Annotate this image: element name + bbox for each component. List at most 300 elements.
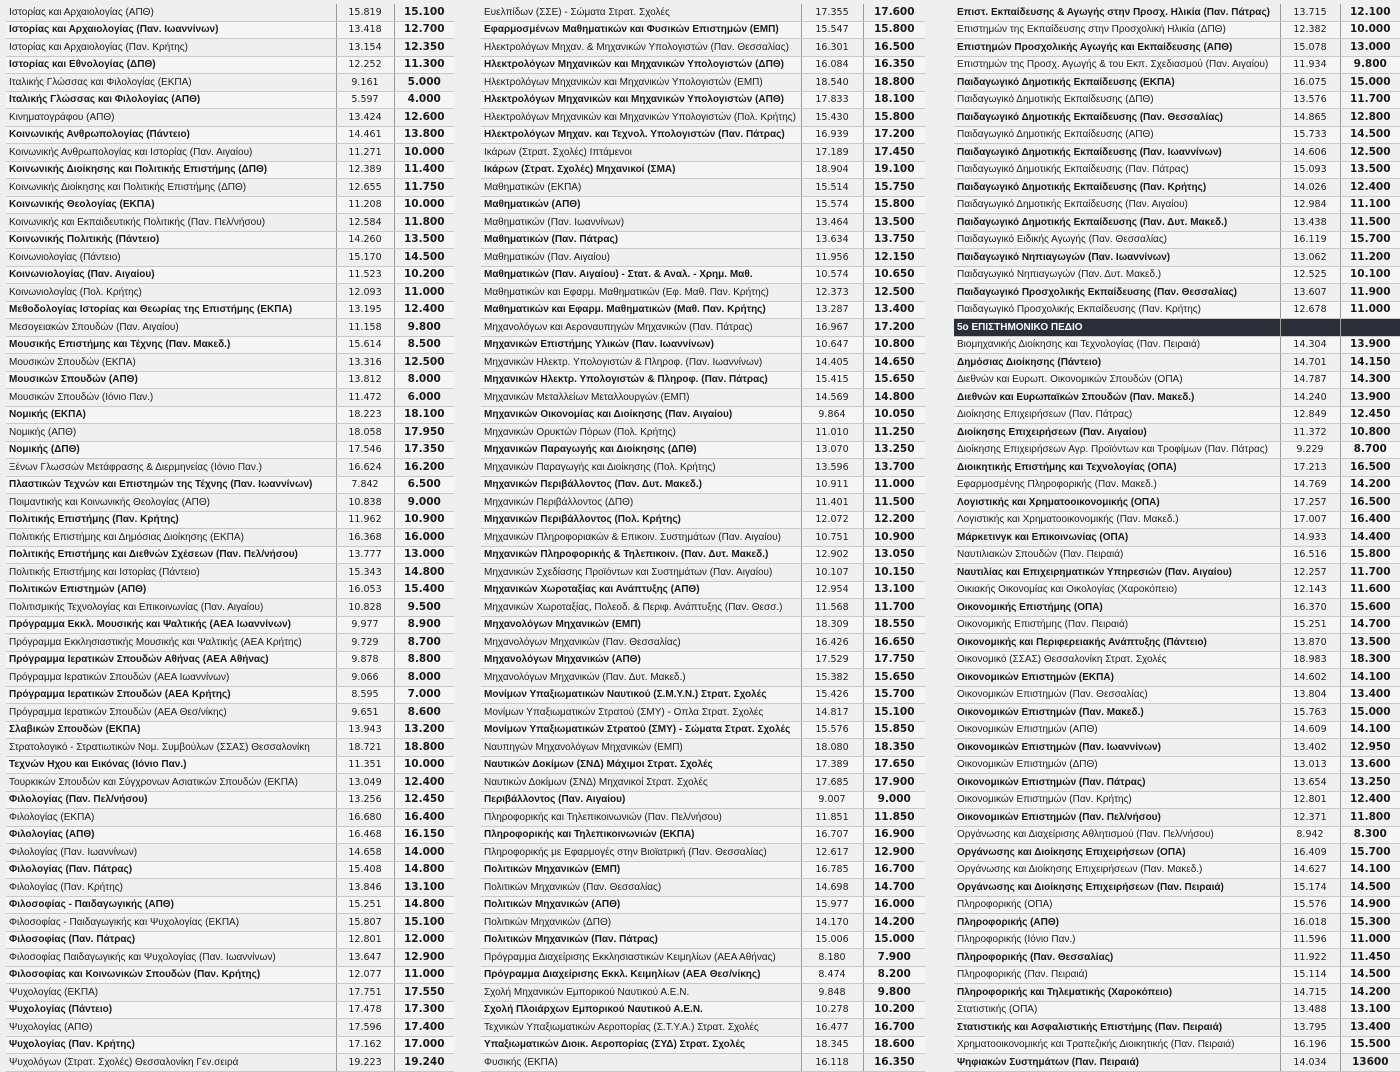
department-name: Στατιστικής και Ασφαλιστικής Επιστήμης (Παν. Πειραιά) [954,1019,1280,1037]
score-2023: 11.596 [1280,931,1340,949]
score-2023: 15.763 [1280,704,1340,722]
score-2023: 16.477 [801,1019,863,1037]
score-2024: 10.000 [394,196,454,214]
table-row [6,476,454,494]
table-row [954,861,1400,879]
score-2023: 15.006 [801,931,863,949]
score-2023: 13.438 [1280,214,1340,232]
table-row [481,4,925,21]
table-row [6,441,454,459]
score-2023: 13.596 [801,459,863,477]
score-2024: 10.000 [394,144,454,162]
score-2023: 17.007 [1280,511,1340,529]
table-row [6,529,454,547]
score-2023: 16.680 [336,809,394,827]
department-name: Μαθηματικών (Παν. Αιγαίου) [481,249,801,267]
table-row [481,686,925,704]
score-2024: 11.100 [1340,196,1400,214]
score-2023: 13.870 [1280,634,1340,652]
table-row [954,249,1400,267]
score-2024: 10.800 [1340,424,1400,442]
table-row [481,214,925,232]
department-name: Κοινωνιολογίας (Παν. Αιγαίου) [6,266,336,284]
table-row [6,634,454,652]
score-2023: 17.162 [336,1036,394,1054]
score-2023: 13.418 [336,21,394,39]
score-2023: 10.751 [801,529,863,547]
score-2024: 14.150 [1340,354,1400,372]
department-name: Πληροφορικής και Τηλεπικοινωνιών (Παν. Πελ/νήσου) [481,809,801,827]
score-2023: 14.769 [1280,476,1340,494]
department-name: Μουσικών Σπουδών (ΕΚΠΑ) [6,354,336,372]
table-row [6,914,454,932]
score-2024: 13.100 [1340,1001,1400,1019]
score-2024: 15.500 [1340,1036,1400,1054]
score-2024: 18.800 [863,74,925,92]
table-row [6,459,454,477]
department-name: Ιστορίας και Αρχαιολογίας (Παν. Κρήτης) [6,39,336,57]
score-2023: 12.954 [801,581,863,599]
score-2023: 16.624 [336,459,394,477]
score-2024: 15.650 [863,371,925,389]
score-2023: 12.252 [336,56,394,74]
score-2023: 9.651 [336,704,394,722]
department-name: Ευελπίδων (ΣΣΕ) - Σώματα Στρατ. Σχολές [481,4,801,21]
table-row [481,634,925,652]
table-row [954,704,1400,722]
table-row [481,704,925,722]
department-name: Πληροφορικής (Παν. Πειραιά) [954,966,1280,984]
department-name: Μηχανικών Χωροταξίας και Ανάπτυξης (ΑΠΘ) [481,581,801,599]
table-row [481,1019,925,1037]
department-name: Μηχανικών Μεταλλείων Μεταλλουργών (ΕΜΠ) [481,389,801,407]
department-name: Κοινωνικής Διοίκησης και Πολιτικής Επιστήμης (ΔΠΘ) [6,161,336,179]
table-row [6,546,454,564]
score-2024: 13.250 [1340,774,1400,792]
table-row [954,1036,1400,1054]
table-row [6,319,454,337]
department-name: Παιδαγωγικό Δημοτικής Εκπαίδευσης (ΔΠΘ) [954,91,1280,109]
department-name: Φιλοσοφίας Παιδαγωγικής και Ψυχολογίας (Παν. Ιωαννίνων) [6,949,336,967]
department-name: Μαθηματικών (Παν. Πάτρας) [481,231,801,249]
table-row [6,739,454,757]
department-name: Μάρκετινγκ και Επικοινωνίας (ΟΠΑ) [954,529,1280,547]
score-2024: 8.000 [394,669,454,687]
table-row [6,91,454,109]
score-2024: 17.200 [863,126,925,144]
score-2024: 11.500 [863,494,925,512]
score-2023: 18.080 [801,739,863,757]
score-2024: 12.400 [1340,791,1400,809]
table-row [6,721,454,739]
department-name: Πολιτικών Μηχανικών (ΑΠΘ) [481,896,801,914]
score-2024: 16.000 [863,896,925,914]
score-2024: 15.100 [394,914,454,932]
department-name: Πληροφορικής και Τηλεματικής (Χαροκόπειο) [954,984,1280,1002]
score-2023: 16.118 [801,1054,863,1072]
score-2024: 10.000 [1340,21,1400,39]
department-name: Ηλεκτρολόγων Μηχανικών και Μηχανικών Υπολογιστών (ΑΠΘ) [481,91,801,109]
department-name: Πρόγραμμα Ιερατικών Σπουδών Αθήνας (ΑΕΑ Αθήνας) [6,651,336,669]
score-2024: 8.600 [394,704,454,722]
department-name: Οικονομικών Επιστημών (ΑΠΘ) [954,721,1280,739]
score-2024: 11.800 [1340,809,1400,827]
score-2024: 10.050 [863,406,925,424]
table-row [481,494,925,512]
score-2023: 12.143 [1280,581,1340,599]
table-row [6,669,454,687]
score-2024: 7.000 [394,686,454,704]
score-2024: 11.000 [1340,931,1400,949]
score-2023: 9.878 [336,651,394,669]
table-row [954,896,1400,914]
score-2024: 17.400 [394,1019,454,1037]
department-name: Παιδαγωγικό Ειδικής Αγωγής (Παν. Θεσσαλίας) [954,231,1280,249]
department-name: Νομικής (ΔΠΘ) [6,441,336,459]
score-2024: 9.800 [1340,56,1400,74]
table-row [481,756,925,774]
score-2023: 16.084 [801,56,863,74]
table-row [481,109,925,127]
score-2024: 6.000 [394,389,454,407]
score-2024: 11.700 [863,599,925,617]
score-2024: 12.900 [394,949,454,967]
score-2024: 13.500 [863,214,925,232]
department-name: Ιταλικής Γλώσσας και Φιλολογίας (ΕΚΠΑ) [6,74,336,92]
department-name: Τεχνών Ηχου και Εικόνας (Ιόνιο Παν.) [6,756,336,774]
department-name: Πληροφορικής (ΟΠΑ) [954,896,1280,914]
score-2024: 17.550 [394,984,454,1002]
score-2023: 17.833 [801,91,863,109]
score-2023: 13.576 [1280,91,1340,109]
department-name: Φιλολογίας (ΕΚΠΑ) [6,809,336,827]
score-2023: 16.368 [336,529,394,547]
score-2024: 4.000 [394,91,454,109]
score-2023: 15.251 [336,896,394,914]
score-2024: 13.200 [394,721,454,739]
score-2024: 9.000 [394,494,454,512]
table-row [481,249,925,267]
score-2023: 11.956 [801,249,863,267]
department-name: Μηχανικών Πληροφορικής & Τηλεπικοιν. (Παν. Δυτ. Μακεδ.) [481,546,801,564]
score-2023: 14.569 [801,389,863,407]
score-2024: 16.700 [863,1019,925,1037]
score-2023: 14.609 [1280,721,1340,739]
table-row [481,809,925,827]
score-2023: 16.516 [1280,546,1340,564]
score-2024: 8.700 [1340,441,1400,459]
score-2023: 9.864 [801,406,863,424]
department-name: Μηχανολόγων Μηχανικών (Παν. Θεσσαλίας) [481,634,801,652]
score-2023: 12.382 [1280,21,1340,39]
table-row [954,511,1400,529]
score-2023: 13.195 [336,301,394,319]
score-2024: 13.400 [1340,1019,1400,1037]
department-name: Μηχανικών Σχεδίασης Προϊόντων και Συστημάτων (Παν. Αιγαίου) [481,564,801,582]
department-name: Πρόγραμμα Διαχείρισης Εκκλησιαστικών Κειμηλίων (ΑΕΑ Αθήνας) [481,949,801,967]
score-2024: 10.900 [863,529,925,547]
score-2024: 11.450 [1340,949,1400,967]
table-row [6,1019,454,1037]
score-2024: 15.000 [863,931,925,949]
score-2023: 15.343 [336,564,394,582]
score-2023: 13.070 [801,441,863,459]
table-row [954,1001,1400,1019]
score-2023: 14.602 [1280,669,1340,687]
score-2024: 15.800 [863,196,925,214]
score-2023: 11.568 [801,599,863,617]
score-2023: 10.107 [801,564,863,582]
score-2024: 9.000 [863,791,925,809]
score-2023: 14.240 [1280,389,1340,407]
department-name: Οικονομικών Επιστημών (Παν. Κρήτης) [954,791,1280,809]
score-2023: 11.523 [336,266,394,284]
table-row [954,266,1400,284]
department-name: Πληροφορικής (Παν. Θεσσαλίας) [954,949,1280,967]
score-2023: 13.943 [336,721,394,739]
table-row [954,196,1400,214]
score-2023: 17.389 [801,756,863,774]
department-name: Οικονομικής Επιστήμης (ΟΠΑ) [954,599,1280,617]
score-2024: 11.750 [394,179,454,197]
score-2023: 16.301 [801,39,863,57]
score-2023: 14.170 [801,914,863,932]
score-2023: 15.574 [801,196,863,214]
score-2023: 15.114 [1280,966,1340,984]
score-2024: 9.500 [394,599,454,617]
score-2024: 17.350 [394,441,454,459]
score-2023: 15.576 [801,721,863,739]
table-row [954,669,1400,687]
score-2023: 13.464 [801,214,863,232]
score-2024: 12.450 [1340,406,1400,424]
table-row [6,861,454,879]
score-2024: 13.600 [1340,756,1400,774]
table-row [481,949,925,967]
department-name: Πολιτικής Επιστήμης και Δημόσιας Διοίκησης (ΕΚΠΑ) [6,529,336,547]
score-2023: 13.607 [1280,284,1340,302]
department-name: Κοινωνιολογίας (Πάντειο) [6,249,336,267]
department-name: Οικονομικό (ΣΣΑΣ) Θεσσαλονίκη Στρατ. Σχολές [954,651,1280,669]
department-name: Νομικής (ΕΚΠΑ) [6,406,336,424]
table-row [481,581,925,599]
department-name: Ηλεκτρολόγων Μηχαν. και Τεχνολ. Υπολογιστών (Παν. Πάτρας) [481,126,801,144]
table-row [954,546,1400,564]
department-name: Κοινωνιολογίας (Πολ. Κρήτης) [6,284,336,302]
score-2024: 17.750 [863,651,925,669]
score-2024: 12.400 [394,301,454,319]
score-2023: 16.409 [1280,844,1340,862]
department-name: Οικονομικών Επιστημών (ΕΚΠΑ) [954,669,1280,687]
score-2023: 15.382 [801,669,863,687]
score-2023: 13.795 [1280,1019,1340,1037]
department-name: Υπαξιωματικών Διοικ. Αεροπορίας (ΣΥΔ) Στρατ. Σχολές [481,1036,801,1054]
table-row [954,721,1400,739]
score-2023: 12.678 [1280,301,1340,319]
department-name: Μηχανικών Περιβάλλοντος (Παν. Δυτ. Μακεδ.) [481,476,801,494]
department-name: Παιδαγωγικό Νηπιαγωγών (Παν. Ιωαννίνων) [954,249,1280,267]
table-row [481,564,925,582]
score-2023: 15.426 [801,686,863,704]
table-row [481,39,925,57]
department-name: Κοινωνικής Πολιτικής (Πάντειο) [6,231,336,249]
department-name: Ψυχολογίας (Παν. Κρήτης) [6,1036,336,1054]
score-2024: 12.000 [394,931,454,949]
score-2024: 13.750 [863,231,925,249]
score-2024: 19.100 [863,161,925,179]
score-2024: 15.700 [1340,844,1400,862]
score-2024: 15.700 [863,686,925,704]
score-2023: 13.316 [336,354,394,372]
department-name: Οικονομικής Επιστήμης (Παν. Πειραιά) [954,616,1280,634]
table-row [481,896,925,914]
score-2023: 14.658 [336,844,394,862]
score-2024: 8.200 [863,966,925,984]
department-name: Πρόγραμμα Εκκλησιαστικής Μουσικής και Ψαλτικής (ΑΕΑ Κρήτης) [6,634,336,652]
score-2024: 10.900 [394,511,454,529]
table-row [481,861,925,879]
department-name: Φιλοσοφίας - Παιδαγωγικής και Ψυχολογίας (ΕΚΠΑ) [6,914,336,932]
table-row [481,844,925,862]
department-name: Οργάνωσης και Διοίκησης Επιχειρήσεων (Παν. Πειραιά) [954,879,1280,897]
score-2024: 13.500 [1340,161,1400,179]
score-2023: 10.911 [801,476,863,494]
table-row [481,616,925,634]
department-name: Επιστ. Εκπαίδευσης & Αγωγής στην Προσχ. Ηλικία (Παν. Πάτρας) [954,4,1280,21]
department-name: Διεθνών και Ευρωπ. Οικονομικών Σπουδών (ΟΠΑ) [954,371,1280,389]
score-2023: 16.119 [1280,231,1340,249]
score-2023: 9.229 [1280,441,1340,459]
department-name: Πολιτικών Μηχανικών (ΕΜΠ) [481,861,801,879]
score-2023: 13.647 [336,949,394,967]
department-name: Ικάρων (Στρατ. Σχολές) Μηχανικοί (ΣΜΑ) [481,161,801,179]
score-2023: 14.034 [1280,1054,1340,1072]
score-2024: 14.650 [863,354,925,372]
score-2023: 14.405 [801,354,863,372]
table-row [6,704,454,722]
department-name: Κοινωνικής Θεολογίας (ΕΚΠΑ) [6,196,336,214]
department-name: Μαθηματικών (Παν. Ιωαννίνων) [481,214,801,232]
score-2024: 11.000 [394,966,454,984]
score-2024: 12.500 [1340,144,1400,162]
score-2023: 8.474 [801,966,863,984]
department-name: Μηχανολόγων Μηχανικών (ΑΠΘ) [481,651,801,669]
score-2024: 16.500 [1340,494,1400,512]
score-2023: 13.488 [1280,1001,1340,1019]
department-name: Ιστορίας και Αρχαιολογίας (ΑΠΘ) [6,4,336,21]
department-name: Φιλολογίας (Παν. Πάτρας) [6,861,336,879]
table-row [481,914,925,932]
table-row [954,564,1400,582]
score-2024: 8.000 [394,371,454,389]
department-name: Σλαβικών Σπουδών (ΕΚΠΑ) [6,721,336,739]
department-name: Μονίμων Υπαξιωματικών Στρατού (ΣΜΥ) - Οπλα Στρατ. Σχολές [481,704,801,722]
score-2023: 13.062 [1280,249,1340,267]
score-2023: 15.430 [801,109,863,127]
department-name: Μονίμων Υπαξιωματικών Στρατού (ΣΜΥ) - Σώματα Στρατ. Σχολές [481,721,801,739]
department-name: Εφαρμοσμένων Μαθηματικών και Φυσικών Επιστημών (ΕΜΠ) [481,21,801,39]
department-name: Κοινωνικής Ανθρωπολογίας (Πάντειο) [6,126,336,144]
score-2023: 17.355 [801,4,863,21]
score-2023: 11.934 [1280,56,1340,74]
score-2024: 17.300 [394,1001,454,1019]
score-2023: 13.777 [336,546,394,564]
table-row [6,126,454,144]
department-name: Ποιμαντικής και Κοινωνικής Θεολογίας (ΑΠΘ) [6,494,336,512]
score-2023: 14.304 [1280,336,1340,354]
department-name: Μηχανικών Περιβάλλοντος (ΔΠΘ) [481,494,801,512]
table-row [6,949,454,967]
table-row [481,1036,925,1054]
table-row [481,21,925,39]
table-row [481,739,925,757]
score-2023: 16.075 [1280,74,1340,92]
score-2024: 17.000 [394,1036,454,1054]
score-2023: 16.370 [1280,599,1340,617]
score-2023: 8.180 [801,949,863,967]
score-2024: 14.900 [1340,896,1400,914]
score-2024: 12.600 [394,109,454,127]
score-2023: 10.574 [801,266,863,284]
score-2024: 13.100 [394,879,454,897]
score-2023: 18.904 [801,161,863,179]
score-2023: 16.785 [801,861,863,879]
table-row [6,196,454,214]
table-row [954,21,1400,39]
score-2023: 12.072 [801,511,863,529]
table-row [954,984,1400,1002]
score-2023: 8.942 [1280,826,1340,844]
score-2023: 18.983 [1280,651,1340,669]
score-2023: 9.977 [336,616,394,634]
table-row [954,214,1400,232]
department-name: Ψυχολογίας (Πάντειο) [6,1001,336,1019]
department-name: Μαθηματικών και Εφαρμ. Μαθηματικών (Μαθ. Παν. Κρήτης) [481,301,801,319]
table-row [6,581,454,599]
table-row [481,669,925,687]
department-name: Μηχανικών Παραγωγής και Διοίκησης (Πολ. Κρήτης) [481,459,801,477]
score-2024: 8.800 [394,651,454,669]
department-name: Φυσικής (ΕΚΠΑ) [481,1054,801,1072]
score-2023: 16.053 [336,581,394,599]
table-row [954,529,1400,547]
table-row [6,564,454,582]
score-2024: 11.700 [1340,91,1400,109]
score-2024: 17.200 [863,319,925,337]
score-2024: 15.000 [1340,74,1400,92]
score-2024: 8.300 [1340,826,1400,844]
table-row [954,966,1400,984]
table-row [481,826,925,844]
score-2023: 17.685 [801,774,863,792]
score-2024: 18.800 [394,739,454,757]
score-2023: 13.049 [336,774,394,792]
table-row [6,266,454,284]
score-2024: 9.800 [394,319,454,337]
department-name: Δημόσιας Διοίκησης (Πάντειο) [954,354,1280,372]
department-name: Διοίκησης Επιχειρήσεων (Παν. Πάτρας) [954,406,1280,424]
score-2023: 16.018 [1280,914,1340,932]
table-row [6,791,454,809]
score-2024: 13.800 [394,126,454,144]
score-2023: 17.751 [336,984,394,1002]
score-2024: 8.900 [394,616,454,634]
table-row [6,214,454,232]
column-1 [6,4,454,1072]
department-name: Μηχανικών Πληροφοριακών & Επικοιν. Συστημάτων (Παν. Αιγαίου) [481,529,801,547]
table-row [954,844,1400,862]
score-2024: 10.150 [863,564,925,582]
